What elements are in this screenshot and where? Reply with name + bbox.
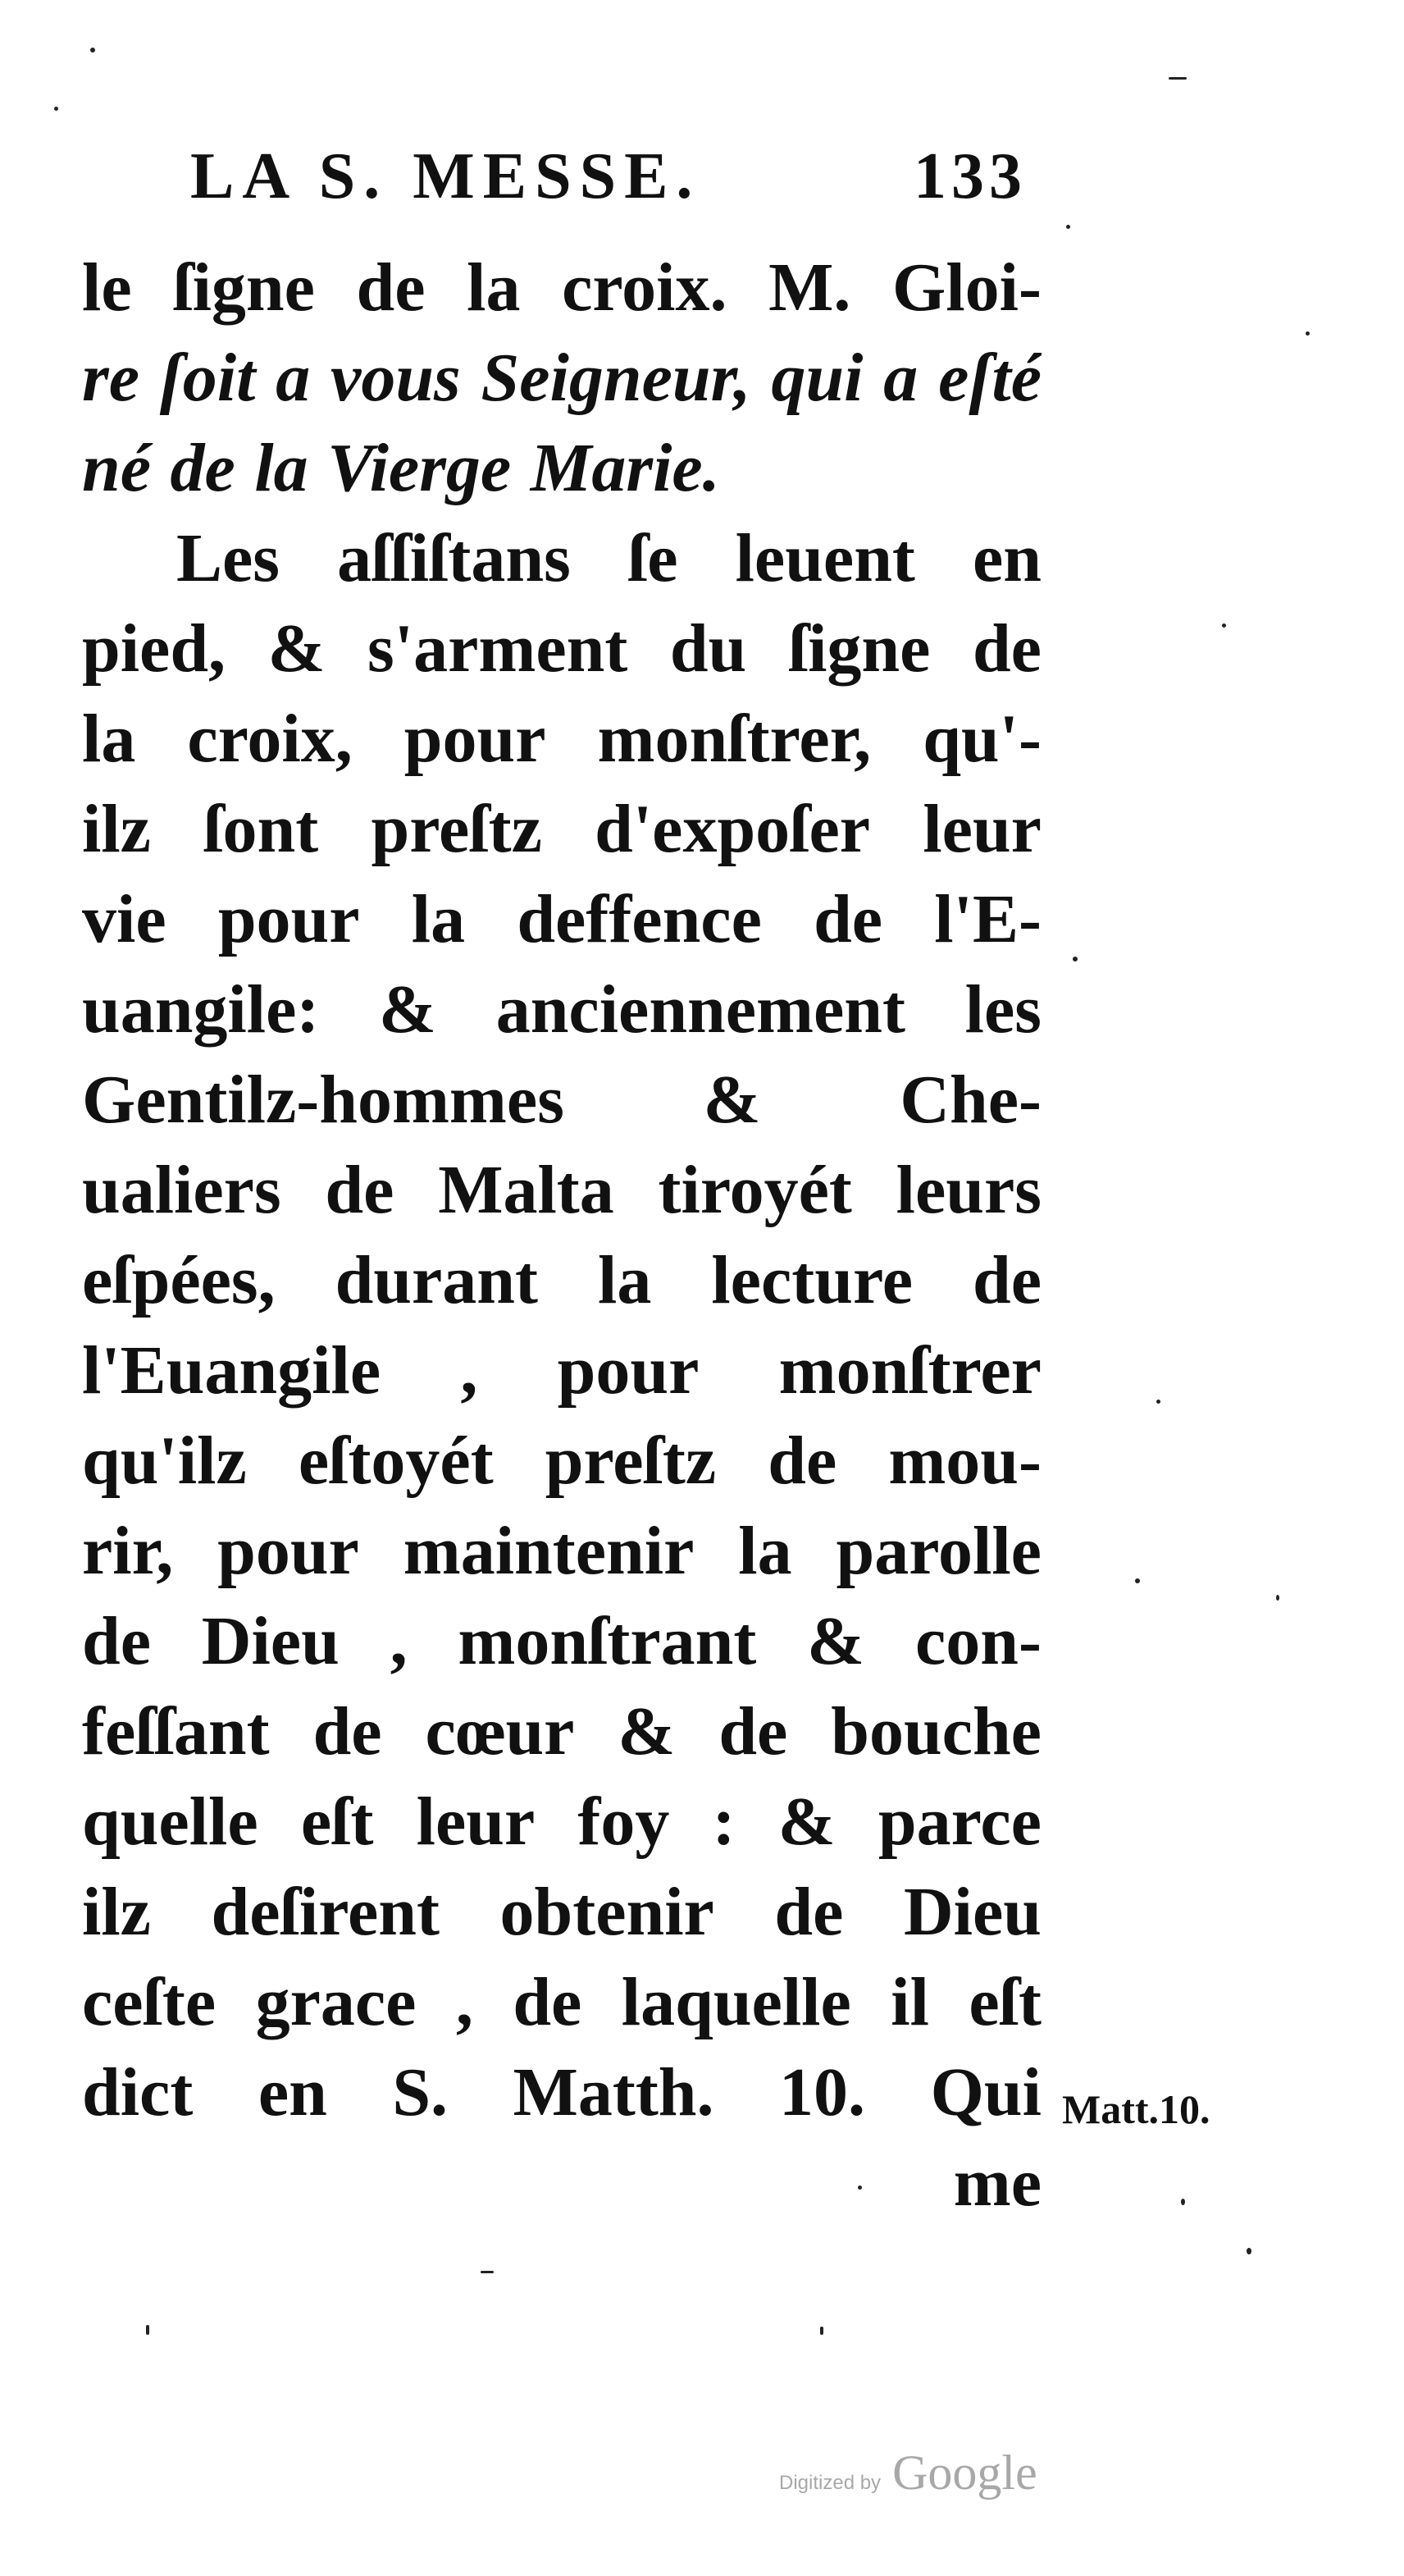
text-word: & xyxy=(267,610,326,687)
text-word: en xyxy=(972,520,1042,596)
scan-speck xyxy=(146,2325,149,2335)
text-word: de xyxy=(814,881,883,957)
text-word: obtenir xyxy=(499,1874,714,1950)
scan-speck xyxy=(1169,77,1187,80)
text-word: & xyxy=(379,971,437,1048)
text-word: Seigneur, xyxy=(481,340,751,416)
text-word: la xyxy=(411,881,466,957)
text-word: monſtrer xyxy=(778,1332,1042,1409)
scan-speck xyxy=(481,2271,494,2273)
text-word: tiroyét xyxy=(658,1152,852,1228)
text-word: Dieu xyxy=(903,1874,1042,1950)
margin-note: Matt.10. xyxy=(1062,2086,1210,2132)
scan-speck xyxy=(1156,1400,1160,1404)
text-word: leurs xyxy=(896,1152,1042,1228)
scan-speck xyxy=(1276,1595,1279,1601)
text-word: maintenir xyxy=(403,1513,695,1589)
text-word: Malta xyxy=(438,1152,614,1228)
scan-speck xyxy=(1306,331,1310,336)
text-word: ſe xyxy=(627,520,678,596)
text-word: né xyxy=(82,430,151,506)
text-word: a xyxy=(276,340,311,416)
text-word: Qui xyxy=(930,2054,1042,2131)
text-word: aſſiſtans xyxy=(337,520,571,596)
text-word: Dieu xyxy=(201,1603,340,1679)
text-word: Marie. xyxy=(530,430,720,506)
text-word: a xyxy=(883,340,919,416)
text-word: Che- xyxy=(900,1062,1042,1138)
text-word: du xyxy=(669,610,747,687)
text-word: eſpées, xyxy=(82,1242,276,1318)
text-word: M. xyxy=(768,249,851,326)
text-word: cœur xyxy=(425,1693,575,1770)
text-word: de xyxy=(513,1964,582,2040)
scan-speck xyxy=(1181,2199,1185,2205)
text-word: de xyxy=(356,249,426,326)
text-word: & xyxy=(777,1784,836,1860)
text-word: d'expoſer xyxy=(595,791,871,867)
text-word: de xyxy=(325,1152,394,1228)
text-line xyxy=(82,604,1042,694)
text-line xyxy=(82,2048,1042,2138)
text-word: Les xyxy=(176,520,280,596)
text-word: lecture xyxy=(711,1242,913,1318)
text-word: ſont xyxy=(203,791,319,867)
text-word: preſtz xyxy=(545,1423,717,1499)
text-word: me xyxy=(953,2144,1042,2221)
text-word: leur xyxy=(923,791,1042,867)
text-word: pour xyxy=(557,1332,700,1409)
text-word: l'E- xyxy=(934,881,1042,957)
running-title: LA S. MESSE. xyxy=(190,140,701,212)
text-line xyxy=(82,1055,1042,1145)
text-word: re xyxy=(82,340,139,416)
text-word: qui xyxy=(771,340,864,416)
text-word: ſigne xyxy=(173,249,315,326)
text-line xyxy=(82,2138,1042,2228)
text-line xyxy=(82,1687,1042,1777)
text-line xyxy=(82,965,1042,1055)
text-line xyxy=(82,694,1042,784)
text-word: de xyxy=(768,1423,837,1499)
text-word: S. xyxy=(392,2054,449,2131)
text-word: Matth. xyxy=(513,2054,714,2131)
text-word: pied, xyxy=(82,610,226,687)
text-line xyxy=(82,1416,1042,1506)
body-text xyxy=(82,243,1042,2228)
text-line xyxy=(82,1867,1042,1957)
text-word: de xyxy=(312,1693,382,1770)
text-word: les xyxy=(964,971,1042,1048)
text-word: & xyxy=(807,1603,865,1679)
text-word: Gloi- xyxy=(892,249,1042,326)
text-word: en xyxy=(258,2054,327,2131)
text-word: deſirent xyxy=(211,1874,440,1950)
text-line xyxy=(82,514,1042,604)
text-word: l'Euangile xyxy=(82,1332,381,1409)
text-word: de xyxy=(973,1242,1042,1318)
text-word: rir, xyxy=(82,1513,174,1589)
scan-speck xyxy=(90,48,95,53)
text-line xyxy=(82,1145,1042,1235)
text-word: de xyxy=(170,430,235,506)
text-word: pour xyxy=(217,1513,359,1589)
scan-speck xyxy=(820,2327,823,2335)
text-word: dict xyxy=(82,2054,194,2131)
text-word: qu'- xyxy=(923,701,1042,777)
scan-speck xyxy=(1222,623,1226,628)
text-word: qu'ilz xyxy=(82,1423,247,1499)
text-word: parolle xyxy=(836,1513,1042,1589)
text-word: con- xyxy=(914,1603,1042,1679)
scan-speck xyxy=(54,107,58,111)
text-word: la xyxy=(254,430,308,506)
scan-speck xyxy=(1073,957,1078,961)
text-word: ilz xyxy=(82,1874,151,1950)
text-word: la xyxy=(82,701,136,777)
text-line xyxy=(82,1596,1042,1687)
text-word: pour xyxy=(403,701,546,777)
page-header xyxy=(190,123,1027,230)
text-word: leuent xyxy=(735,520,915,596)
text-word: croix. xyxy=(562,249,727,326)
text-line xyxy=(82,1957,1042,2048)
text-word: monſtrer, xyxy=(597,701,872,777)
text-line xyxy=(82,333,1042,423)
text-word: eſtoyét xyxy=(298,1423,494,1499)
text-word: la xyxy=(467,249,521,326)
text-word: : xyxy=(712,1784,736,1860)
scan-speck xyxy=(1135,1578,1140,1583)
text-word: eſt xyxy=(300,1784,374,1860)
text-line xyxy=(82,243,1042,333)
google-wordmark: Google xyxy=(892,2446,1037,2500)
text-word: la xyxy=(738,1513,792,1589)
text-line xyxy=(82,1777,1042,1867)
text-word: la xyxy=(598,1242,652,1318)
text-word: , xyxy=(390,1603,408,1679)
text-word: ilz xyxy=(82,791,151,867)
text-word: Gentilz-hommes xyxy=(82,1062,564,1138)
text-word: leur xyxy=(416,1784,536,1860)
text-word: laquelle xyxy=(621,1964,851,2040)
text-word: bouche xyxy=(831,1693,1042,1770)
text-word: foy xyxy=(577,1784,670,1860)
text-line xyxy=(82,784,1042,875)
text-word: eſt xyxy=(969,1964,1042,2040)
text-word: preſtz xyxy=(371,791,542,867)
text-word: quelle xyxy=(82,1784,258,1860)
text-line xyxy=(82,1326,1042,1416)
text-word: vie xyxy=(82,881,166,957)
text-word: parce xyxy=(878,1784,1042,1860)
text-word: 10. xyxy=(779,2054,866,2131)
text-word: & xyxy=(703,1062,761,1138)
text-word: monſtrant xyxy=(458,1603,757,1679)
digitization-watermark xyxy=(779,2445,1037,2519)
text-word: il xyxy=(891,1964,929,2040)
digitized-by-label: Digitized by xyxy=(779,2472,882,2494)
text-word: de xyxy=(718,1693,788,1770)
text-word: pour xyxy=(217,881,360,957)
text-line xyxy=(82,875,1042,965)
text-word: anciennement xyxy=(495,971,905,1048)
text-word: de xyxy=(972,610,1042,687)
text-line xyxy=(82,1506,1042,1596)
text-word: eſté xyxy=(938,340,1042,416)
text-word: ceſte xyxy=(82,1964,217,2040)
text-word: feſſant xyxy=(82,1693,270,1770)
text-word: le xyxy=(82,249,132,326)
text-word: & xyxy=(618,1693,676,1770)
scan-speck xyxy=(858,2185,862,2190)
text-word: de xyxy=(82,1603,151,1679)
page-number: 133 xyxy=(914,140,1027,212)
text-word: mou- xyxy=(888,1423,1042,1499)
text-word: uangile: xyxy=(82,971,320,1048)
scan-speck xyxy=(1066,225,1070,229)
text-word: deffence xyxy=(517,881,762,957)
text-word: grace xyxy=(255,1964,417,2040)
text-word: ſoit xyxy=(159,340,256,416)
text-word: , xyxy=(455,1964,473,2040)
text-word: vous xyxy=(330,340,461,416)
text-word: , xyxy=(460,1332,478,1409)
text-word: Vierge xyxy=(327,430,512,506)
text-line xyxy=(82,423,1042,514)
scan-speck xyxy=(1247,2248,1251,2254)
text-word: croix, xyxy=(187,701,353,777)
text-word: durant xyxy=(335,1242,538,1318)
text-word: ualiers xyxy=(82,1152,281,1228)
text-word: ſigne xyxy=(788,610,931,687)
text-line xyxy=(82,1235,1042,1326)
text-word: s'arment xyxy=(367,610,628,687)
text-word: de xyxy=(774,1874,844,1950)
